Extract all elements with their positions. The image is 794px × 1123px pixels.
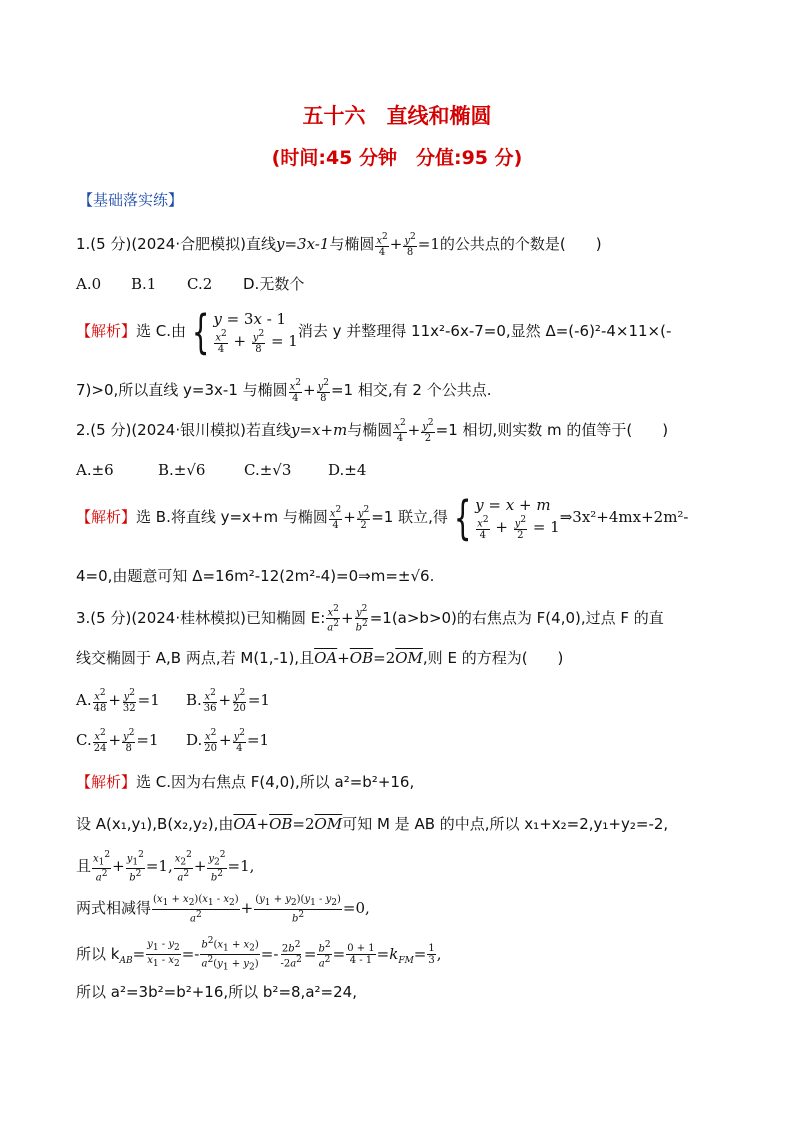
q1-ellipse-rhs: =1 <box>417 235 440 254</box>
q2-mid: 与椭圆 <box>347 421 393 440</box>
q2-line-eq: y=x+m <box>290 421 348 440</box>
q2-analysis-line2 <box>76 566 434 586</box>
q3-option-b: B. $\frac{x^2}{36}$ + $\frac{y^2}{20}$ =1 <box>186 688 270 715</box>
question-3: 3.(5 分)(2024·桂林模拟)已知椭圆 E: $\frac{x^2}{a^2}$ + $\frac{y^2}{b^2}$ =1(a>b>0)的右焦点为 F(4,0),过点 F 的直 <box>76 604 664 634</box>
q2-analysis-1a: 选 B.将直线 y=x+m 与椭圆 <box>136 508 328 526</box>
q3-analysis-4: 两式相减得 <box>76 899 152 918</box>
q2-option-c: C.±√3 <box>244 461 292 479</box>
q1-analysis-2: 7)>0,所以直线 y=3x-1 与椭圆 <box>76 381 288 400</box>
q3-analysis-line3: 且 $\frac{x_1^2}{a^2}$ + $\frac{y_1^2}{b^2}$ =1, $\frac{x_2^2}{a^2}$ + $\frac{y_2^2}{b^2}$ =1, <box>76 850 255 884</box>
q2-option-d: D.±4 <box>328 461 367 479</box>
q1-analysis: 【解析】选 C.由 { y = 3x - 1 $\frac{x^2}{4}$ + $\frac{y^2}{8}$ = 1 消去 y 并整理得 11x²-6x-7=0,显然 Δ=(-6)²-4×11×(- <box>76 304 672 359</box>
q3-option-a: A. $\frac{x^2}{48}$ + $\frac{y^2}{32}$ =1 <box>76 688 160 715</box>
q1-option-b: B.1 <box>131 275 157 293</box>
q3-line2c: ,则 E 的方程为( ) <box>422 649 564 667</box>
q1-analysis-tag: 【解析】 <box>76 322 137 340</box>
q2-suffix: =1 相切,则实数 m 的值等于( ) <box>435 421 669 440</box>
q3-line2: 线交椭圆于 A,B 两点,若 M(1,-1),且$\overline{OA}+\overline{OB}=2\overline{OM}$,则 E 的方程为( ) <box>76 649 564 667</box>
q2-analysis-1b: =1 联立,得 <box>371 508 448 526</box>
q3-option-c-label: C. <box>76 731 92 750</box>
q3-analysis-line4: 两式相减得 $\frac{(x_1 + x_2)(x_1 - x_2)}{a^2}$ + $\frac{(y_1 + y_2)(y_1 - y_2)}{b^2}$ =0, <box>76 894 370 925</box>
q3-analysis-line5: 所以 $k_{AB}=$ $\frac{y_1 - y_2}{x_1 - x_2}$ =- $\frac{b^2(x_1 + x_2)}{a^2(y_1 + y_2)}$ =- $\frac{2b^2}{-2a^2}$ = $\frac{b^2}{a^2}$ = $\frac{0 + 1}{4 - 1}$ $=k_{FM}=$ $\frac{1}{3}$ , <box>76 936 442 973</box>
q3-analysis-line6 <box>76 982 357 1002</box>
q3-option-b-label: B. <box>186 691 202 710</box>
q1-line-eq: y=3x-1 <box>275 235 330 254</box>
q3-prefix: 3.(5 分)(2024·桂林模拟)已知椭圆 E: <box>76 608 326 627</box>
q3-option-d: D. $\frac{x^2}{20}$ + $\frac{y^2}{4}$ =1 <box>186 728 270 755</box>
q1-analysis-line2: 7)>0,所以直线 y=3x-1 与椭圆 $\frac{x^2}{4}$ + $\frac{y^2}{8}$ =1 相交,有 2 个公共点. <box>76 378 492 405</box>
page-title: 五十六 直线和椭圆 <box>302 104 492 128</box>
q2-prefix: 2.(5 分)(2024·银川模拟)若直线 <box>76 421 291 440</box>
q2-analysis: 【解析】选 B.将直线 y=x+m 与椭圆 $\frac{x^2}{4}$ + $\frac{y^2}{2}$ =1 联立,得 { y = x + m $\frac{x^2}{4}$ + $\frac{y^2}{2}$ = 1 ⇒3x²+4mx+2m²- <box>76 490 689 545</box>
q2-analysis-tag: 【解析】 <box>76 508 137 526</box>
q2-option-b: B.±√6 <box>158 461 206 479</box>
section-label: 【基础落实练】 <box>78 191 184 209</box>
question-1: 1.(5 分)(2024·合肥模拟)直线y=3x-1与椭圆 $\frac{x^2}{4}$ + $\frac{y^2}{8}$ =1的公共点的个数是( ) <box>76 232 602 259</box>
question-2: 2.(5 分)(2024·银川模拟)若直线y=x+m与椭圆 $\frac{x^2}{4}$ + $\frac{y^2}{2}$ =1 相切,则实数 m 的值等于( ) <box>76 418 669 445</box>
q3-analysis-2: 设 A(x₁,y₁),B(x₂,y₂),由 <box>76 815 234 833</box>
q1-option-a: A.0 <box>76 275 102 293</box>
page-subtitle: (时间:45 分钟 分值:95 分) <box>271 147 523 169</box>
q3-analysis-3: 且 <box>76 856 92 875</box>
q3-analysis-1: 选 C.因为右焦点 F(4,0),所以 a²=b²+16, <box>136 773 415 791</box>
q3-line2-text: 线交椭圆于 A,B 两点,若 M(1,-1),且 <box>76 649 315 667</box>
q3-option-a-label: A. <box>76 691 92 710</box>
q3-analysis <box>76 772 414 792</box>
q3-cond: =1(a>b>0)的右焦点为 F(4,0),过点 F 的直 <box>369 608 664 627</box>
q1-analysis-2b: =1 相交,有 2 个公共点. <box>330 381 492 400</box>
q3-option-d-label: D. <box>186 731 203 750</box>
q1-analysis-1a: 选 C.由 <box>136 322 187 340</box>
q1-suffix: 的公共点的个数是( ) <box>439 235 602 254</box>
q3-analysis-2b: 可知 M 是 AB 的中点,所以 x₁+x₂=2,y₁+y₂=-2, <box>342 815 669 833</box>
q3-analysis-5: 所以 k <box>76 944 120 963</box>
q1-option-c: C.2 <box>187 275 213 293</box>
q1-analysis-1b: 消去 y 并整理得 11x²-6x-7=0,显然 Δ=(-6)²-4×11×(- <box>297 322 672 340</box>
q3-line2b: =2 <box>373 649 396 667</box>
q1-prefix: 1.(5 分)(2024·合肥模拟)直线 <box>76 235 276 254</box>
q3-option-c: C. $\frac{x^2}{24}$ + $\frac{y^2}{8}$ =1 <box>76 728 159 755</box>
q3-analysis-tag: 【解析】 <box>76 773 137 791</box>
q2-option-a: A.±6 <box>76 461 114 479</box>
q1-mid: 与椭圆 <box>329 235 375 254</box>
q3-analysis-line2: 设 A(x₁,y₁),B(x₂,y₂),由$\overline{OA}+\overline{OB}=2\overline{OM}$可知 M 是 AB 的中点,所以 x₁+x₂=2,y₁+y₂=-2, <box>76 815 669 833</box>
q2-analysis-2: 4=0,由题意可知 Δ=16m²-12(2m²-4)=0⇒m=±√6. <box>76 567 435 585</box>
q1-option-d: D.无数个 <box>243 275 305 293</box>
q3-analysis-6: 所以 a²=3b²=b²+16,所以 b²=8,a²=24, <box>76 983 357 1001</box>
q2-analysis-1c: ⇒3x²+4mx+2m²- <box>559 508 689 526</box>
